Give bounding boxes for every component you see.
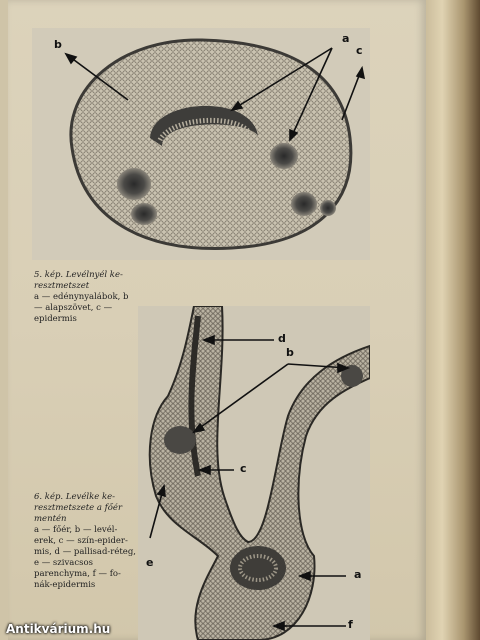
petiole-micrograph bbox=[32, 28, 370, 260]
antikvarium-watermark: Antikvárium.hu bbox=[6, 622, 111, 636]
book-spine bbox=[426, 0, 480, 640]
vascular-bundle bbox=[291, 192, 317, 216]
petiole-outline bbox=[71, 40, 351, 249]
fig2-label-b: b bbox=[286, 346, 294, 359]
fig2-label-a: a bbox=[354, 568, 362, 581]
fig1-label-a: a bbox=[342, 32, 350, 45]
leaflet-micrograph bbox=[138, 306, 370, 640]
figure-6-title: 6. kép. Levélke ke-resztmetszete a főér mentén bbox=[34, 492, 123, 524]
figure-5-title: 5. kép. Levélnyél ke-resztmetszet bbox=[34, 270, 123, 291]
figure-5-legend: a — edénynyalábok, b — alapszövet, c — epidermis bbox=[34, 292, 129, 324]
fig1-label-b: b bbox=[54, 38, 62, 51]
leaf-vein bbox=[164, 426, 196, 454]
vascular-bundle bbox=[270, 143, 298, 169]
fig1-label-c: c bbox=[356, 44, 363, 57]
vascular-bundle bbox=[117, 168, 151, 200]
figure-5-caption bbox=[34, 270, 138, 325]
figure-6-caption bbox=[34, 492, 138, 591]
fig2-label-f: f bbox=[348, 618, 353, 631]
figure-6-legend: a — főér, b — levél-erek, c — szín-epider-mis, d — pallisad-réteg, e — szivacsos parenchyma, f — fo-nák-epidermis bbox=[34, 525, 136, 590]
vascular-bundle bbox=[320, 200, 336, 216]
fig2-label-c: c bbox=[240, 462, 247, 475]
fig2-label-e: e bbox=[146, 556, 154, 569]
fig2-label-d: d bbox=[278, 332, 286, 345]
vascular-bundle bbox=[131, 203, 157, 225]
